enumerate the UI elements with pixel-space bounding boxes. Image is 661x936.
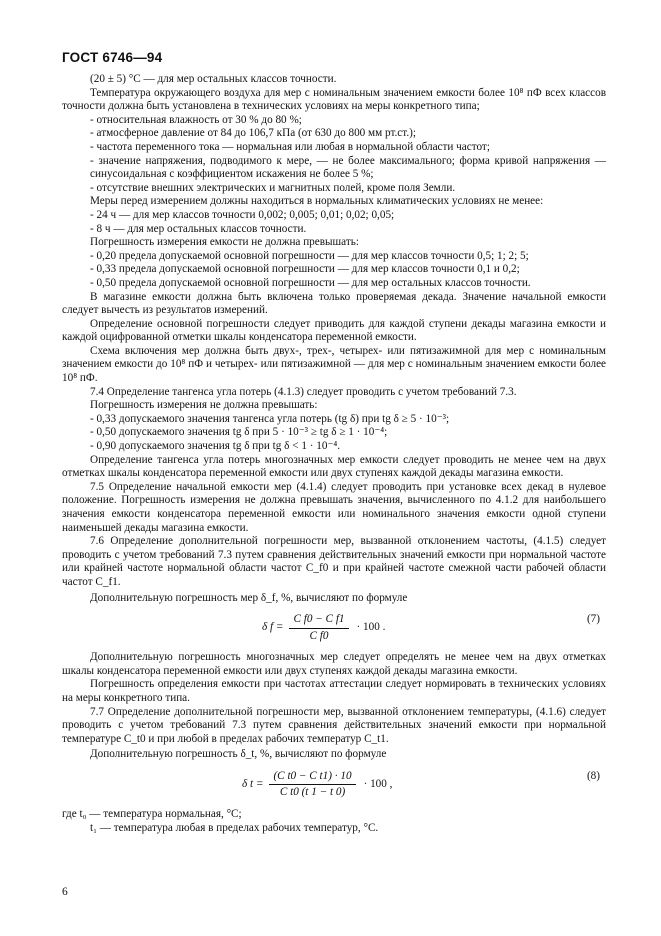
fraction (289, 613, 348, 643)
paragraph: Погрешность измерения емкости не должна превышать: (90, 236, 359, 249)
formula-lhs: δ f = (262, 621, 284, 634)
document-body (62, 73, 606, 835)
paragraph: 7.4 Определение тангенса угла потерь (4.1.3) следует проводить с учетом требований 7.3. (90, 385, 517, 398)
formula-tail: · 100 , (363, 778, 393, 791)
document-header: ГОСТ 6746—94 (62, 50, 163, 65)
list-item: - атмосферное давление от 84 до 106,7 кПа (от 630 до 800 мм рт.ст.); (62, 127, 606, 141)
paragraph: 7.5 Определение начальной емкости мер (4.1.4) следует проводить при установке всех декад в нулевое положение. Погрешность измерения не должна превышать значения, вычисленного по 4.1.2 для наибольшего значения емкости конденсатора переменной емкости или номинального значения емкости одной ступени наименьшей декады магазина емкости. (62, 480, 606, 534)
numerator: (C t0 − C t1) · 10 (269, 770, 355, 786)
variable-definition: где t₀ — температура нормальная, °С; (62, 807, 242, 820)
paragraph: Погрешность определения емкости при частотах аттестации следует нормировать в технических условиях на меры конкретного типа. (62, 678, 606, 704)
page-number: 6 (62, 886, 68, 898)
list-item: - 8 ч — для мер остальных классов точности. (62, 223, 606, 237)
paragraph: 7.6 Определение дополнительной погрешности мер, вызванной отклонением частоты, (4.1.5) следует проводить с учетом требований 7.3 путем сравнения действительных значений емкости при нормальной частоте или крайней частоте нормальной области частот C_f0 и при крайней частоте смежной части рабочей области частот C_f1. (62, 535, 606, 588)
list-item: - отсутствие внешних электрических и магнитных полей, кроме поля Земли. (62, 182, 606, 196)
paragraph: Определение основной погрешности следует приводить для каждой ступени декады магазина емкости и каждой оцифрованной отметки шкалы конденсатора переменной емкости. (62, 317, 606, 344)
numerator: C f0 − C f1 (289, 613, 348, 629)
list-item: - 24 ч — для мер классов точности 0,002; 0,005; 0,01; 0,02; 0,05; (62, 209, 606, 223)
denominator: C f0 (309, 629, 329, 642)
paragraph: Схема включения мер должна быть двух-, трех-, четырех- или пятизажимной для мер с номинальным значением емкости до 10⁸ пФ и четырех- или пятизажимной — для мер с номинальным значением емкости более 10⁸ пФ. (62, 344, 606, 385)
paragraph: Дополнительную погрешность δ_t, %, вычисляют по формуле (90, 748, 387, 761)
formula-lhs: δ t = (242, 778, 264, 791)
list-item: - 0,50 допускаемого значения tg δ при 5 · 10⁻³ ≥ tg δ ≥ 1 · 10⁻⁴; (62, 426, 606, 440)
formula-tail: · 100 . (356, 621, 386, 634)
list-item: - 0,33 предела допускаемой основной погрешности — для мер классов точности 0,1 и 0,2; (62, 263, 606, 277)
list-item: - значение напряжения, подводимого к мере, — не более максимального; форма кривой напряжения — синусоидальная с коэффициентом искажения не более 5 %; (62, 155, 606, 182)
equation-number: (8) (586, 769, 600, 782)
paragraph: Погрешность измерения не должна превышать: (90, 399, 318, 412)
paragraph: Дополнительную погрешность многозначных мер следует определять не менее чем на двух отметках шкалы конденсатора переменной емкости или двух ступенях каждой декады магазина емкости. (62, 651, 606, 677)
paragraph: В магазине емкости должна быть включена только проверяемая декада. Значение начальной емкости следует вычесть из результатов измерений. (62, 290, 606, 317)
paragraph: Дополнительную погрешность мер δ_f, %, вычисляют по формуле (90, 591, 408, 604)
paragraph: Определение тангенса угла потерь многозначных мер емкости следует проводить не менее чем на двух отметках шкалы конденсатора переменной емкости или двух ступенях каждой декады магазина емкости. (62, 453, 606, 480)
list-item: - частота переменного тока — нормальная или любая в нормальной области частот; (62, 141, 606, 155)
list-item: - 0,20 предела допускаемой основной погрешности — для мер классов точности 0,5; 1; 2; 5; (62, 250, 606, 264)
equation-number: (7) (586, 613, 600, 626)
paragraph: Меры перед измерением должны находиться в нормальных климатических условиях не менее: (90, 195, 544, 208)
fraction (269, 770, 355, 800)
list-item: - 0,50 предела допускаемой основной погрешности — для мер остальных классов точности. (62, 277, 606, 291)
formula-7 (62, 609, 606, 649)
formula-8 (62, 766, 606, 806)
list-item: - 0,90 допускаемого значения tg δ при tg δ < 1 · 10⁻⁴. (62, 440, 606, 454)
list-item: - 0,33 допускаемого значения тангенса угла потерь (tg δ) при tg δ ≥ 5 · 10⁻³; (62, 413, 606, 427)
paragraph: (20 ± 5) °С — для мер остальных классов точности. (90, 73, 337, 85)
list-item: - относительная влажность от 30 % до 80 %; (62, 114, 606, 128)
variable-definition: t₁ — температура любая в пределах рабочих температур, °С. (90, 821, 379, 834)
paragraph: Температура окружающего воздуха для мер с номинальным значением емкости более 10⁸ пФ всех классов точности должна быть установлена в технических условиях на меры конкретного типа; (62, 86, 606, 113)
denominator: C t0 (t 1 − t 0) (279, 786, 346, 799)
paragraph: 7.7 Определение дополнительной погрешности мер, вызванной отклонением температуры, (4.1.6) следует проводить с учетом требований 7.3 путем сравнения действительных значений емкости при нормальной температуре C_t0 и при любой в пределах рабочих температур C_t1. (62, 705, 606, 745)
